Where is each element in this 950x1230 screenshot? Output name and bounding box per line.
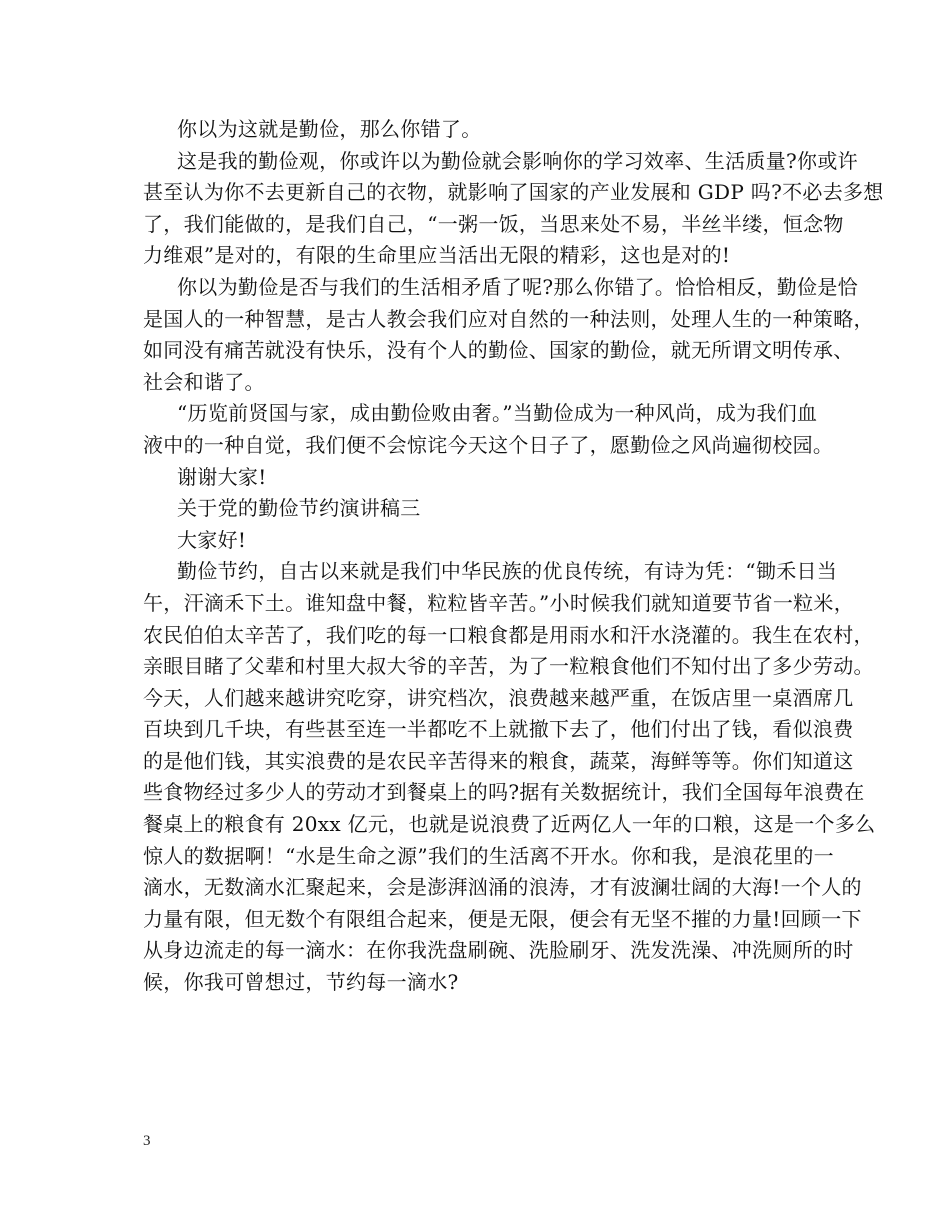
text-line: 候，你我可曾想过，节约每一滴水? [143,970,459,995]
text-line: 午，汗滴禾下土。谁知盘中餐，粒粒皆辛苦。”小时候我们就知道要节省一粒米， [143,590,855,615]
text-line: 勤俭节约，自古以来就是我们中华民族的优良传统，有诗为凭：“锄禾日当 [177,559,838,584]
text-line: 些食物经过多少人的劳动才到餐桌上的吗?据有关数据统计，我们全国每年浪费在 [143,780,865,805]
text-line: 关于党的勤俭节约演讲稿三 [177,496,421,521]
text-line: 的是他们钱，其实浪费的是农民辛苦得来的粮食，蔬菜，海鲜等等。你们知道这 [143,748,854,773]
text-line: 惊人的数据啊！“水是生命之源”我们的生活离不开水。你和我，是浪花里的一 [143,843,834,868]
text-line: 这是我的勤俭观，你或许以为勤俭就会影响你的学习效率、生活质量?你或许 [177,148,858,173]
text-line: “历览前贤国与家，成由勤俭败由奢。”当勤俭成为一种风尚，成为我们血 [177,401,818,426]
text-line: 你以为勤俭是否与我们的生活相矛盾了呢?那么你错了。恰恰相反，勤俭是恰 [177,274,858,299]
text-line: 是国人的一种智慧，是古人教会我们应对自然的一种法则，处理人生的一种策略， [143,306,874,331]
text-line: 农民伯伯太辛苦了，我们吃的每一口粮食都是用雨水和汗水浇灌的。我生在农村， [143,622,874,647]
page-number: 3 [143,1133,151,1149]
text-line: 你以为这就是勤俭，那么你错了。 [177,117,482,141]
text-line: 了，我们能做的，是我们自己，“一粥一饭，当思来处不易，半丝半缕，恒念物 [143,211,844,236]
text-line: 力量有限，但无数个有限组合起来，便是无限，便会有无坚不摧的力量!回顾一下 [143,906,862,931]
text-line: 百块到几千块，有些甚至连一半都吃不上就撤下去了，他们付出了钱，看似浪费 [143,717,854,742]
text-line: 谢谢大家! [177,464,267,489]
text-line: 如同没有痛苦就没有快乐，没有个人的勤俭、国家的勤俭，就无所谓文明传承、 [143,338,854,363]
text-line: 力维艰”是对的，有限的生命里应当活出无限的精彩，这也是对的! [143,243,731,268]
text-line: 甚至认为你不去更新自己的衣物，就影响了国家的产业发展和 GDP 吗?不必去多想 [143,180,884,205]
text-line: 今天，人们越来越讲究吃穿，讲究档次，浪费越来越严重，在饭店里一桌酒席几 [143,685,854,710]
text-line: 餐桌上的粮食有 20xx 亿元，也就是说浪费了近两亿人一年的口粮，这是一个多么 [143,812,876,837]
text-line: 从身边流走的每一滴水：在你我洗盘刷碗、洗脸刷牙、洗发洗澡、冲洗厕所的时 [143,938,854,963]
text-line: 液中的一种自觉，我们便不会惊诧今天这个日子了，愿勤俭之风尚遍彻校园。 [143,432,834,457]
text-line: 大家好! [177,527,247,552]
text-line: 亲眼目睹了父辈和村里大叔大爷的辛苦，为了一粒粮食他们不知付出了多少劳动。 [143,654,874,679]
document-body [143,114,884,999]
text-line: 滴水，无数滴水汇聚起来，会是澎湃汹涌的浪涛，才有波澜壮阔的大海!一个人的 [143,875,862,900]
text-line: 社会和谐了。 [143,369,265,394]
